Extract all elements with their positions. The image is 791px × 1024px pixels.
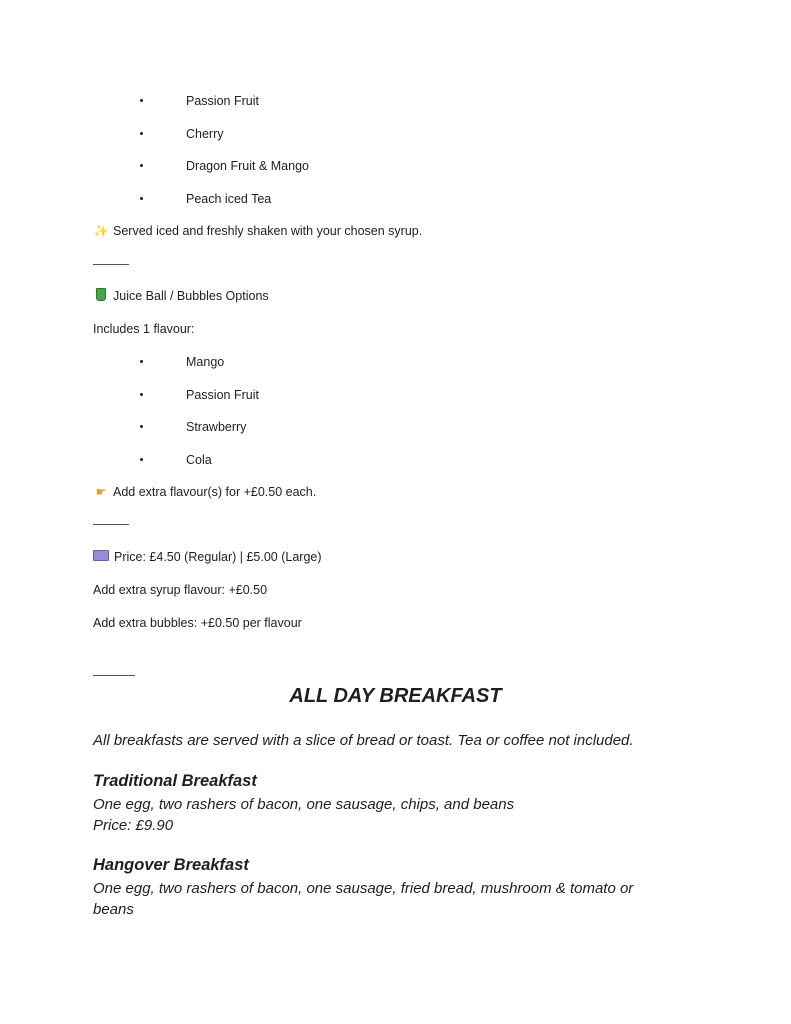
extra-syrup-line: Add extra syrup flavour: +£0.50: [93, 583, 268, 597]
list-item: Passion Fruit: [186, 388, 259, 402]
list-item: Strawberry: [186, 420, 247, 434]
list-item: Cola: [186, 453, 212, 467]
price-text: Price: £4.50 (Regular) | £5.00 (Large): [114, 550, 322, 564]
juice-ball-title-text: Juice Ball / Bubbles Options: [113, 289, 269, 303]
menu-item-description-continued: beans: [93, 901, 134, 918]
extra-flavour-text: Add extra flavour(s) for +£0.50 each.: [113, 485, 317, 499]
menu-item-description: One egg, two rashers of bacon, one sausage, chips, and beans: [93, 796, 515, 813]
list-item: Peach iced Tea: [186, 192, 272, 206]
sparkles-icon: ✨: [93, 224, 109, 238]
list-item: Cherry: [186, 127, 224, 141]
menu-item-name: Hangover Breakfast: [93, 856, 249, 874]
price-line: [93, 549, 322, 565]
served-note: [93, 223, 422, 239]
served-note-text: Served iced and freshly shaken with your chosen syrup.: [113, 224, 423, 238]
pointing-hand-icon: ☛: [95, 485, 107, 499]
extra-bubbles-line: Add extra bubbles: +£0.50 per flavour: [93, 616, 302, 630]
breakfast-intro: All breakfasts are served with a slice of bread or toast. Tea or coffee not included.: [93, 732, 634, 749]
extra-flavour-note: [93, 484, 316, 500]
bullet-icon: [140, 393, 143, 396]
divider: [93, 524, 129, 525]
list-item: Mango: [186, 355, 225, 369]
bullet-icon: [140, 197, 143, 200]
includes-label: Includes 1 flavour:: [93, 322, 195, 336]
menu-item-name: Traditional Breakfast: [93, 772, 257, 790]
list-item: Dragon Fruit & Mango: [186, 159, 309, 173]
bubble-tea-icon: [96, 288, 106, 301]
bullet-icon: [140, 458, 143, 461]
bullet-icon: [140, 360, 143, 363]
list-item: Passion Fruit: [186, 94, 259, 108]
section-heading: ALL DAY BREAKFAST: [289, 685, 502, 707]
menu-item-price: Price: £9.90: [93, 817, 174, 834]
money-icon: [93, 550, 109, 561]
divider: [93, 675, 135, 676]
bullet-icon: [140, 164, 143, 167]
divider: [93, 264, 129, 265]
bullet-icon: [140, 132, 143, 135]
bullet-icon: [140, 425, 143, 428]
bullet-icon: [140, 99, 143, 102]
menu-item-description: One egg, two rashers of bacon, one sausage, fried bread, mushroom & tomato or: [93, 880, 634, 897]
juice-ball-title: [93, 288, 269, 304]
